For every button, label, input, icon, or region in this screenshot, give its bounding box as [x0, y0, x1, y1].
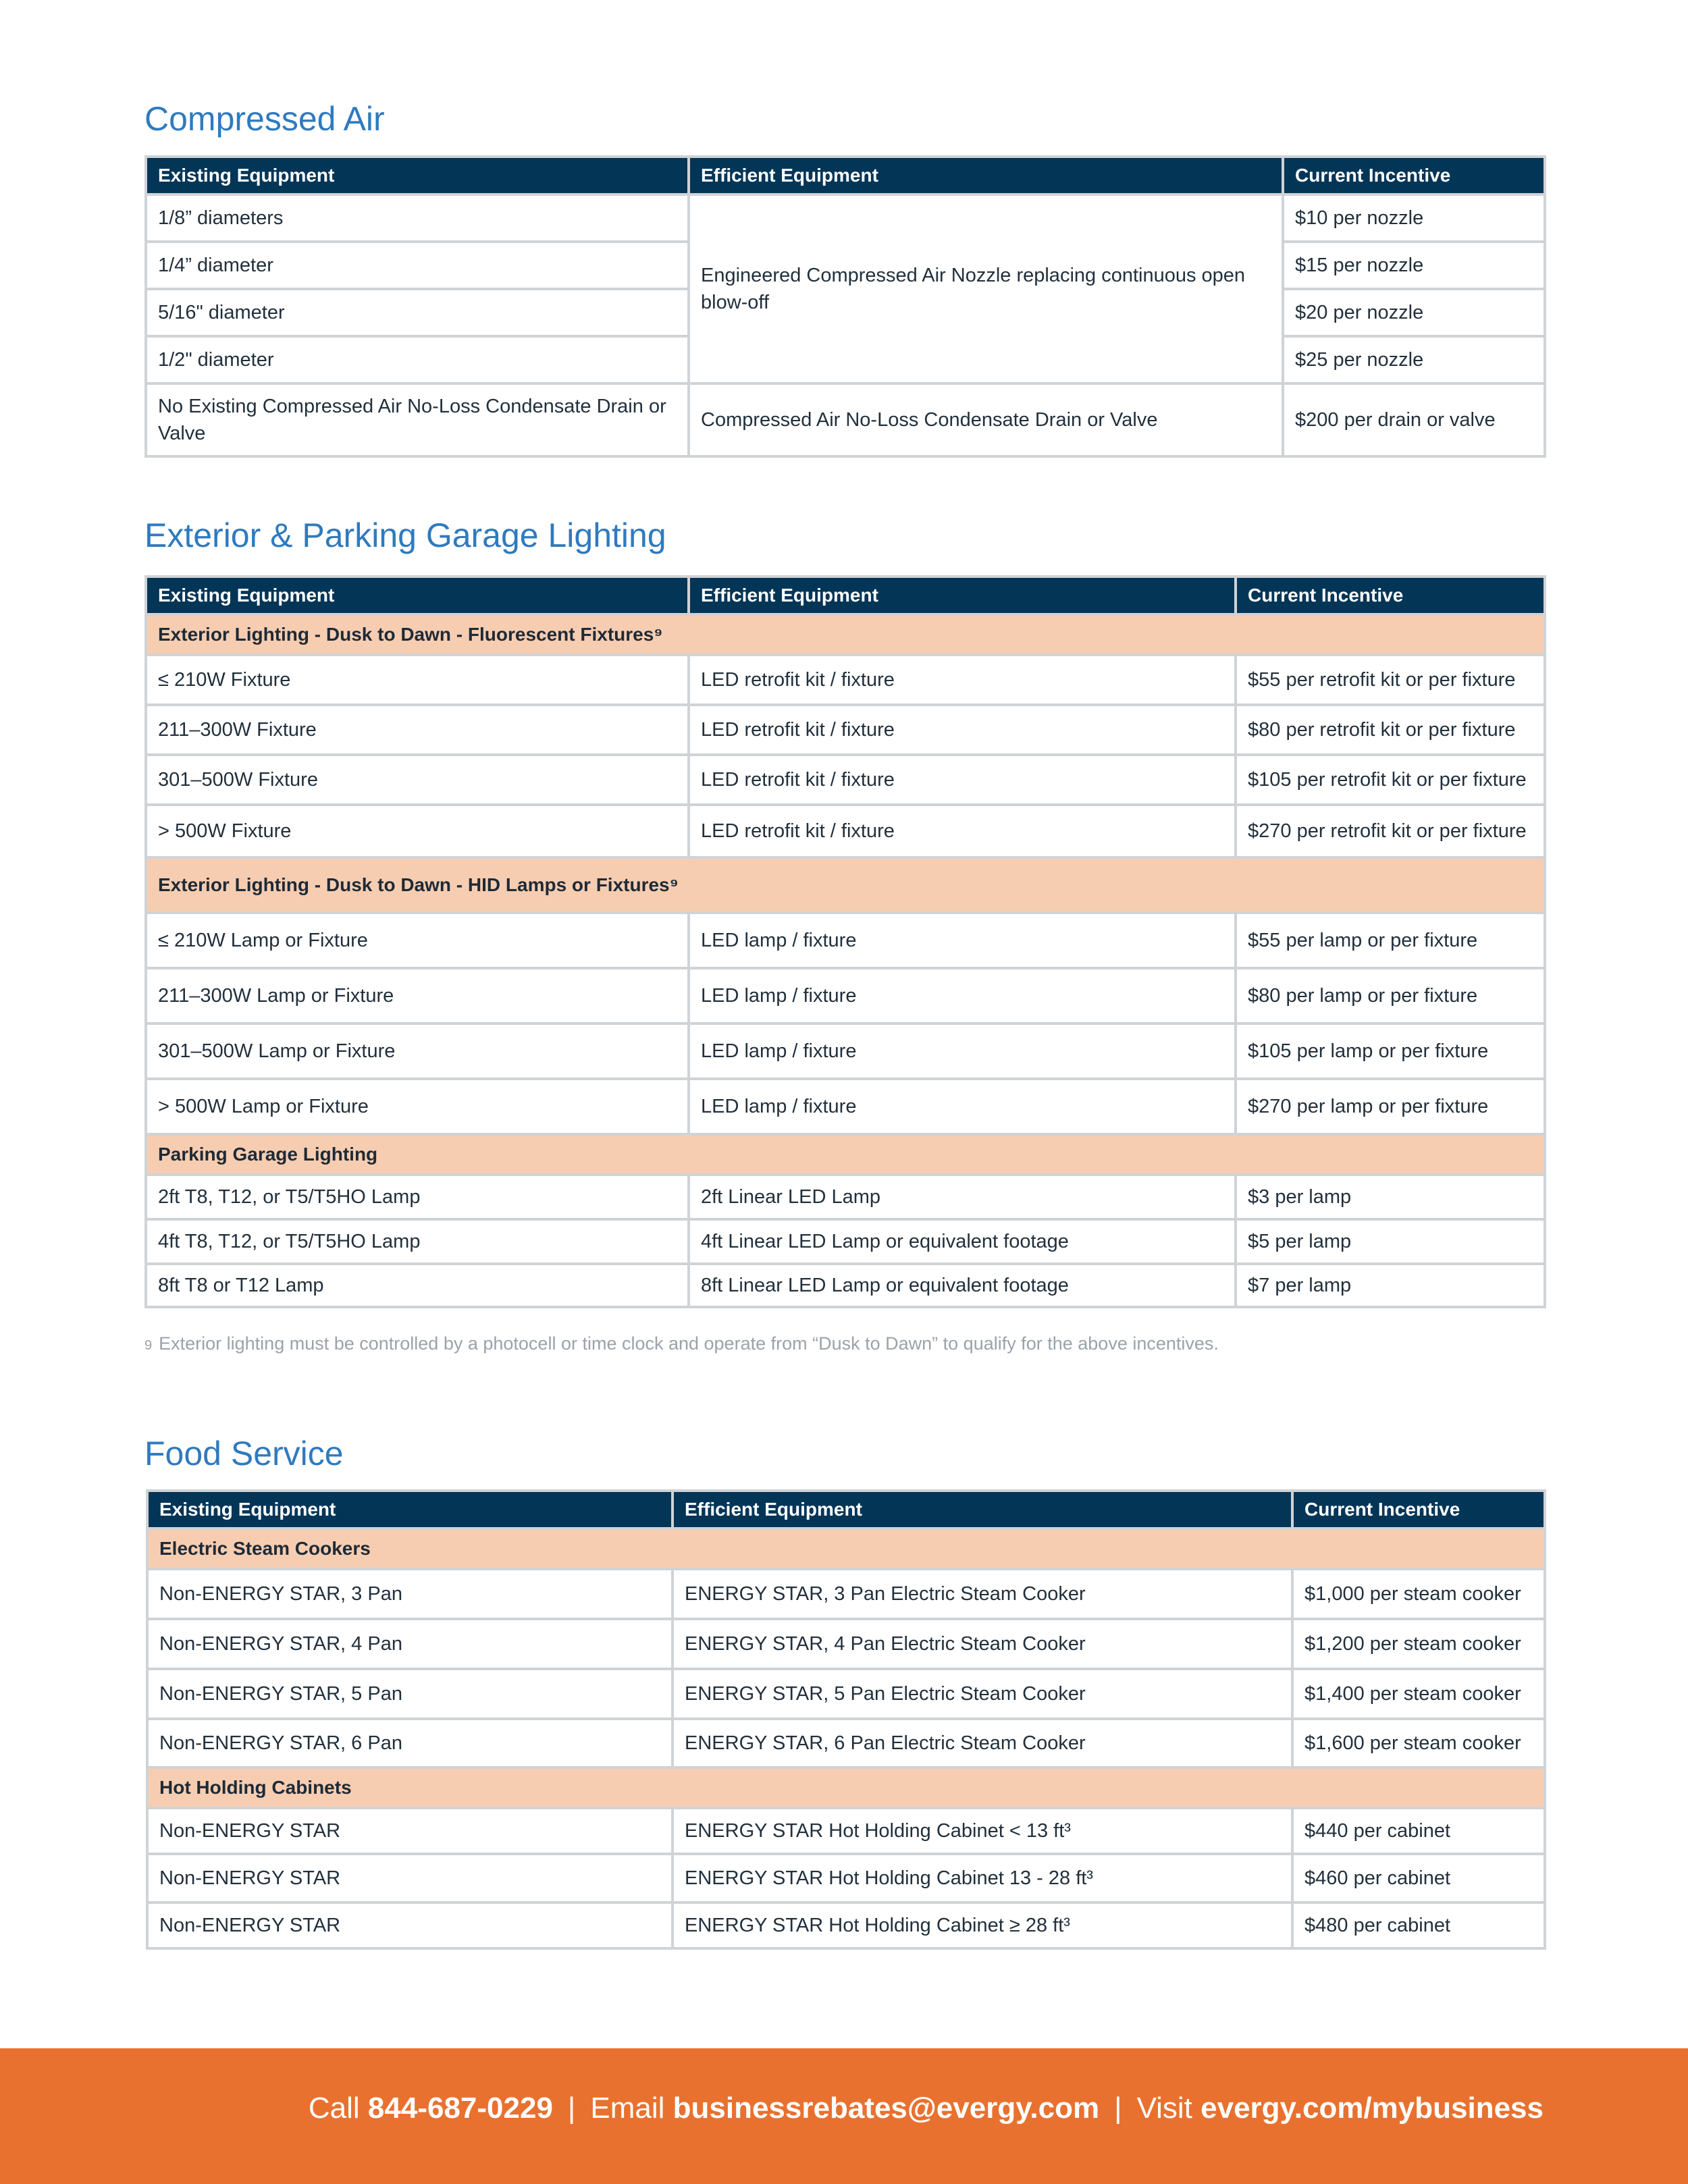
efficient-cell: ENERGY STAR, 4 Pan Electric Steam Cooker — [672, 1619, 1292, 1669]
efficient-cell: LED lamp / fixture — [689, 968, 1236, 1023]
existing-cell: 1/4” diameter — [146, 242, 689, 289]
table-row — [146, 1079, 1545, 1134]
phone-link[interactable]: 844-687-0229 — [367, 2092, 553, 2125]
table-row — [146, 194, 1545, 242]
incentive-cell: $1,600 per steam cooker — [1292, 1719, 1545, 1767]
footer-bar — [0, 2048, 1688, 2184]
existing-cell: Non-ENERGY STAR, 3 Pan — [147, 1569, 672, 1619]
table-row — [146, 655, 1545, 705]
efficient-cell: LED lamp / fixture — [689, 1079, 1236, 1134]
existing-cell: Non-ENERGY STAR — [147, 1854, 672, 1902]
efficient-cell: ENERGY STAR, 6 Pan Electric Steam Cooker — [672, 1719, 1292, 1767]
incentive-cell: $7 per lamp — [1236, 1264, 1545, 1307]
existing-cell: 211–300W Fixture — [146, 705, 689, 755]
header-existing: Existing Equipment — [146, 577, 689, 614]
footer-contact — [309, 2092, 1544, 2125]
group-label: Exterior Lighting - Dusk to Dawn - Fluorescent Fixtures⁹ — [146, 614, 1545, 655]
table-row — [146, 755, 1545, 805]
efficient-cell: ENERGY STAR Hot Holding Cabinet < 13 ft³ — [672, 1808, 1292, 1854]
existing-cell: Non-ENERGY STAR, 5 Pan — [147, 1669, 672, 1719]
table-row — [147, 1619, 1545, 1669]
table-row — [147, 1808, 1545, 1854]
efficient-cell: LED lamp / fixture — [689, 913, 1236, 968]
separator: | — [567, 2092, 576, 2125]
header-incentive: Current Incentive — [1236, 577, 1545, 614]
separator: | — [1114, 2092, 1122, 2125]
group-label: Parking Garage Lighting — [146, 1134, 1545, 1175]
efficient-cell: ENERGY STAR, 3 Pan Electric Steam Cooker — [672, 1569, 1292, 1619]
table-header-row — [146, 577, 1545, 614]
incentive-cell: $5 per lamp — [1236, 1219, 1545, 1264]
table-row — [147, 1669, 1545, 1719]
table-row — [147, 1569, 1545, 1619]
efficient-cell: LED retrofit kit / fixture — [689, 655, 1236, 705]
incentive-cell: $1,200 per steam cooker — [1292, 1619, 1545, 1669]
visit-label: Visit — [1136, 2092, 1192, 2125]
existing-cell: ≤ 210W Fixture — [146, 655, 689, 705]
group-row-hid — [146, 857, 1545, 913]
existing-cell: 8ft T8 or T12 Lamp — [146, 1264, 689, 1307]
incentive-cell: $480 per cabinet — [1292, 1902, 1545, 1948]
call-label: Call — [308, 2092, 360, 2125]
group-label: Hot Holding Cabinets — [147, 1767, 1545, 1808]
table-row — [146, 805, 1545, 857]
incentive-cell: $460 per cabinet — [1292, 1854, 1545, 1902]
incentive-cell: $25 per nozzle — [1283, 336, 1545, 383]
existing-cell: No Existing Compressed Air No-Loss Condensate Drain or Valve — [146, 383, 689, 456]
efficient-cell: ENERGY STAR, 5 Pan Electric Steam Cooker — [672, 1669, 1292, 1719]
incentive-cell: $1,000 per steam cooker — [1292, 1569, 1545, 1619]
table-row — [146, 1264, 1545, 1307]
efficient-cell: 2ft Linear LED Lamp — [689, 1175, 1236, 1219]
incentive-cell: $105 per retrofit kit or per fixture — [1236, 755, 1545, 805]
exterior-lighting-table — [144, 575, 1546, 1308]
food-service-table — [146, 1489, 1546, 1950]
header-efficient: Efficient Equipment — [689, 157, 1283, 194]
existing-cell: 301–500W Fixture — [146, 755, 689, 805]
table-row — [146, 1219, 1545, 1264]
existing-cell: Non-ENERGY STAR, 6 Pan — [147, 1719, 672, 1767]
efficient-cell: LED lamp / fixture — [689, 1023, 1236, 1079]
header-existing: Existing Equipment — [147, 1491, 672, 1528]
header-incentive: Current Incentive — [1292, 1491, 1545, 1528]
email-label: Email — [590, 2092, 665, 2125]
efficient-cell: ENERGY STAR Hot Holding Cabinet 13 - 28 ft³ — [672, 1854, 1292, 1902]
table-header-row — [146, 157, 1545, 194]
table-row — [146, 1023, 1545, 1079]
group-row-hot-holding — [147, 1767, 1545, 1808]
incentive-cell: $20 per nozzle — [1283, 289, 1545, 336]
table-row — [147, 1719, 1545, 1767]
incentive-cell: $1,400 per steam cooker — [1292, 1669, 1545, 1719]
existing-cell: ≤ 210W Lamp or Fixture — [146, 913, 689, 968]
incentive-cell: $15 per nozzle — [1283, 242, 1545, 289]
incentive-cell: $55 per retrofit kit or per fixture — [1236, 655, 1545, 705]
footnote — [144, 1333, 1219, 1354]
efficient-cell: LED retrofit kit / fixture — [689, 705, 1236, 755]
efficient-cell: LED retrofit kit / fixture — [689, 755, 1236, 805]
table-row — [147, 1902, 1545, 1948]
table-header-row — [147, 1491, 1545, 1528]
section-title-compressed-air: Compressed Air — [144, 100, 385, 138]
group-label: Electric Steam Cookers — [147, 1528, 1545, 1569]
efficient-cell-nozzle: Engineered Compressed Air Nozzle replacing continuous open blow-off — [689, 194, 1283, 383]
table-row — [146, 913, 1545, 968]
existing-cell: Non-ENERGY STAR — [147, 1808, 672, 1854]
incentive-cell: $105 per lamp or per fixture — [1236, 1023, 1545, 1079]
efficient-cell: Compressed Air No-Loss Condensate Drain or Valve — [689, 383, 1283, 456]
email-link[interactable]: businessrebates@evergy.com — [672, 2092, 1100, 2125]
existing-cell: 211–300W Lamp or Fixture — [146, 968, 689, 1023]
group-label: Exterior Lighting - Dusk to Dawn - HID Lamps or Fixtures⁹ — [146, 857, 1545, 913]
existing-cell: > 500W Fixture — [146, 805, 689, 857]
existing-cell: 2ft T8, T12, or T5/T5HO Lamp — [146, 1175, 689, 1219]
existing-cell: > 500W Lamp or Fixture — [146, 1079, 689, 1134]
efficient-cell: 4ft Linear LED Lamp or equivalent footage — [689, 1219, 1236, 1264]
existing-cell: Non-ENERGY STAR, 4 Pan — [147, 1619, 672, 1669]
table-row — [146, 1175, 1545, 1219]
existing-cell: 1/2" diameter — [146, 336, 689, 383]
existing-cell: 5/16" diameter — [146, 289, 689, 336]
efficient-cell: LED retrofit kit / fixture — [689, 805, 1236, 857]
existing-cell: 1/8” diameters — [146, 194, 689, 242]
incentive-cell: $270 per retrofit kit or per fixture — [1236, 805, 1545, 857]
existing-cell: 4ft T8, T12, or T5/T5HO Lamp — [146, 1219, 689, 1264]
group-row-parking — [146, 1134, 1545, 1175]
table-row — [146, 968, 1545, 1023]
incentive-cell: $440 per cabinet — [1292, 1808, 1545, 1854]
existing-cell: Non-ENERGY STAR — [147, 1902, 672, 1948]
table-row — [146, 383, 1545, 456]
section-title-food-service: Food Service — [144, 1435, 344, 1472]
website-link[interactable]: evergy.com/mybusiness — [1201, 2092, 1544, 2125]
incentive-cell: $10 per nozzle — [1283, 194, 1545, 242]
group-row-steam-cookers — [147, 1528, 1545, 1569]
efficient-cell: 8ft Linear LED Lamp or equivalent footage — [689, 1264, 1236, 1307]
group-row-fluorescent — [146, 614, 1545, 655]
footnote-text: Exterior lighting must be controlled by a photocell or time clock and operate from “Dusk to Dawn” to qualify for the above incentives. — [159, 1333, 1219, 1354]
incentive-cell: $200 per drain or valve — [1283, 383, 1545, 456]
header-existing: Existing Equipment — [146, 157, 689, 194]
existing-cell: 301–500W Lamp or Fixture — [146, 1023, 689, 1079]
table-row — [146, 705, 1545, 755]
incentive-cell: $3 per lamp — [1236, 1175, 1545, 1219]
table-row — [147, 1854, 1545, 1902]
incentive-cell: $80 per retrofit kit or per fixture — [1236, 705, 1545, 755]
incentive-cell: $80 per lamp or per fixture — [1236, 968, 1545, 1023]
header-incentive: Current Incentive — [1283, 157, 1545, 194]
incentive-cell: $270 per lamp or per fixture — [1236, 1079, 1545, 1134]
header-efficient: Efficient Equipment — [672, 1491, 1292, 1528]
header-efficient: Efficient Equipment — [689, 577, 1236, 614]
section-title-exterior-lighting: Exterior & Parking Garage Lighting — [144, 516, 666, 554]
incentive-cell: $55 per lamp or per fixture — [1236, 913, 1545, 968]
efficient-cell: ENERGY STAR Hot Holding Cabinet ≥ 28 ft³ — [672, 1902, 1292, 1948]
footnote-number: 9 — [144, 1338, 153, 1353]
compressed-air-table — [144, 155, 1546, 458]
